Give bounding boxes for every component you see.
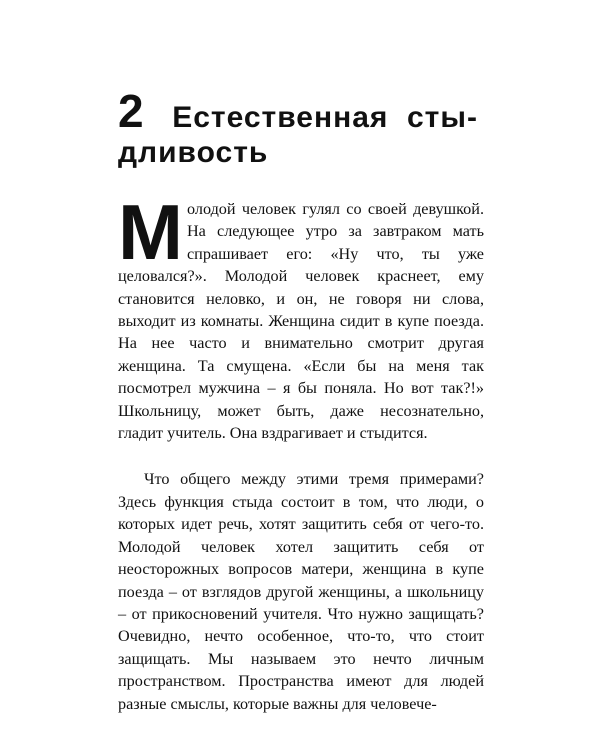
paragraph-2: Что общего между этими тремя примерами? Здесь функция стыда состоит в том, что люди, о которых идет речь, хотят защитить себя от чего-то. Молодой человек хотел защитить себя от неосторожных вопросов матери, женщина в купе поезда – от взглядов другой женщины, а школьницу – от прикосновений учителя. Что нужно защищать? Очевидно, нечто особенное, что-то, что стоит защищать. Мы называем это нечто личным пространством. Пространства имеют для людей разные смыслы, которые важны для человече- (118, 470, 484, 713)
heading-line-1 (118, 85, 478, 137)
chapter-title-line-2: дливость (118, 136, 269, 169)
paragraph-1 (118, 188, 484, 444)
chapter-title-word-2: сты- (407, 101, 478, 134)
chapter-number: 2 (118, 85, 144, 137)
chapter-heading (118, 85, 478, 170)
drop-cap: М (118, 188, 183, 276)
body-text (118, 188, 484, 715)
paragraph-1-text: олодой человек гулял со своей девушкой. На следующее утро за завтраком мать спрашивает его: «Ну что, ты уже целовался?». Молодой человек краснеет, ему становится неловко, и он, не говоря ни слова, выходит из комнаты. Женщина сидит в купе поезда. На нее часто и внимательно смотрит другая женщина. Та смущена. «Если бы на меня так посмотрел мужчина – я бы поняла. Но вот так?!» Школьницу, может быть, даже несознательно, гладит учитель. Она вздрагивает и стыдится. (118, 200, 484, 443)
chapter-title-word-1: Естественная (172, 101, 389, 134)
